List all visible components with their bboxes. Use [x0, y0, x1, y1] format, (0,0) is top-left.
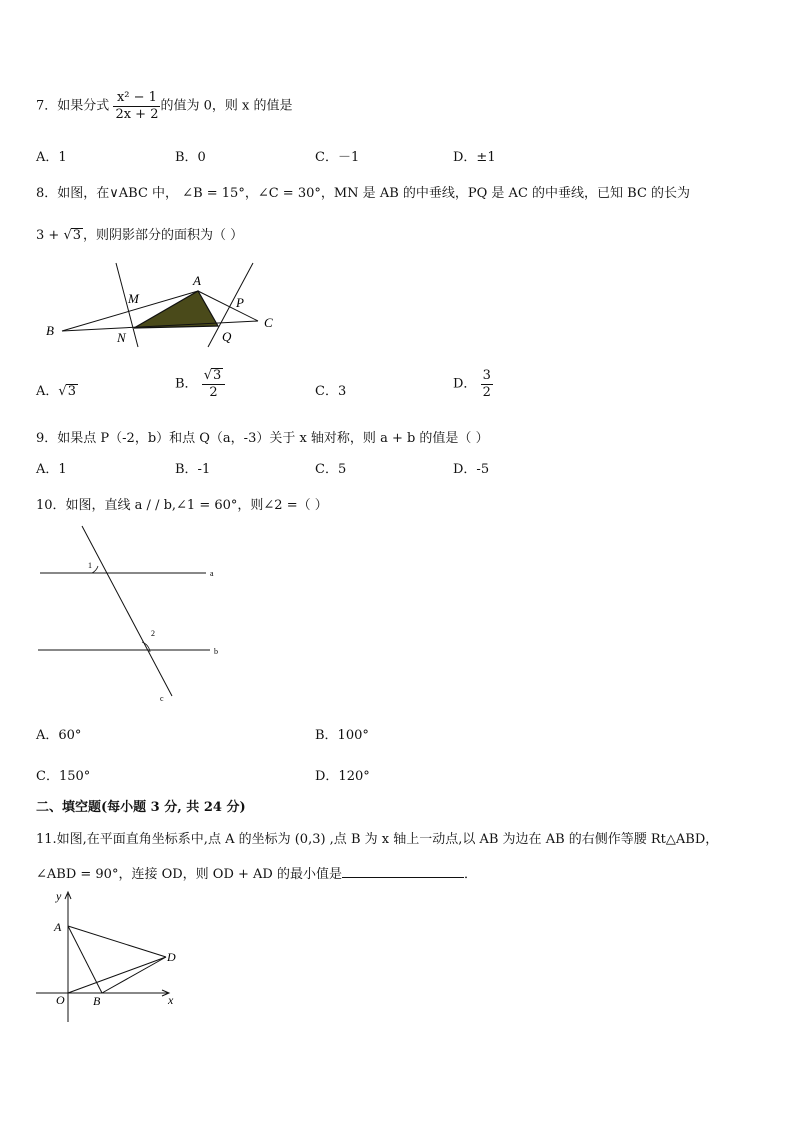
q9-option-d[interactable]: D．-5: [453, 462, 490, 477]
q11-segment-od: [68, 957, 166, 993]
q8-option-a[interactable]: A．√3: [36, 384, 76, 399]
q9-stem: 9．如果点 P（-2，b）和点 Q（a，-3）关于 x 轴对称，则 a + b 的值是（ ）: [36, 431, 489, 446]
q7-denominator: 2x + 2: [115, 107, 159, 122]
q8-option-b-fraction: $\frac{√3}{2}$: [202, 368, 226, 401]
q11-line2-post: ．: [463, 867, 477, 882]
q8-bc-root: 3: [72, 228, 82, 243]
q10-label-angle2: 2: [151, 629, 155, 638]
q8-option-d[interactable]: D． $\frac{3}{2}$: [453, 368, 491, 400]
q7-stem: [36, 90, 292, 123]
q8-figure: [40, 255, 290, 355]
q11-line2-pre: ∠ABD = 90°，连接 OD，则 OD + AD 的最小值是: [36, 867, 342, 882]
q10-option-c[interactable]: C．150°: [36, 769, 91, 784]
q11-segment-ad: [68, 926, 166, 957]
q11-answer-blank[interactable]: [342, 865, 464, 878]
q8-stem-line2: 3 + √3 ，则阴影部分的面积为（ ）: [36, 228, 244, 243]
q7-option-d[interactable]: D．±1: [453, 150, 496, 165]
q11-label-d: D: [167, 950, 176, 964]
q8-option-b[interactable]: B． $\frac{√3}{2}$: [175, 368, 225, 401]
q8-option-a-root: 3: [67, 384, 76, 399]
q9-option-b[interactable]: B．-1: [175, 462, 211, 477]
q10-angle1-arc: [92, 566, 98, 573]
q10-transversal-c: [82, 526, 172, 696]
q7-option-a[interactable]: A．1: [36, 150, 67, 165]
q8-shaded-triangle: [134, 291, 218, 328]
q11-label-y: y: [56, 889, 62, 903]
q11-stem-line2: [36, 863, 477, 882]
q10-option-d[interactable]: D．120°: [315, 769, 370, 784]
q7-numerator: x² − 1: [113, 90, 160, 107]
q11-segment-ab: [68, 926, 102, 993]
q8-label-q: Q: [222, 329, 232, 344]
q11-label-b: B: [93, 994, 101, 1008]
q8-label-a: A: [193, 273, 201, 288]
q10-stem: 10．如图，直线 a / / b,∠1 = 60°，则∠2 =（ ）: [36, 498, 328, 513]
q11-segment-bd: [102, 957, 166, 993]
q10-option-a[interactable]: A．60°: [36, 728, 82, 743]
q9-option-c[interactable]: C．5: [315, 462, 347, 477]
q8-option-c[interactable]: C．3: [315, 384, 347, 399]
q10-label-a: a: [210, 569, 214, 578]
q8-stem-line1: 8．如图，在∨ABC 中， ∠B = 15°，∠C = 30°，MN 是 AB 的中垂线，PQ 是 AC 的中垂线，已知 BC 的长为: [36, 186, 691, 201]
q7-option-c[interactable]: C．－1: [315, 150, 360, 165]
q10-label-angle1: 1: [88, 561, 92, 570]
q7-pre: 如果分式: [57, 98, 110, 114]
q10-figure: [36, 522, 236, 708]
q11-stem-line1: 11.如图,在平面直角坐标系中,点 A 的坐标为 (0,3) ,点 B 为 x 轴上一动点,以 AB 为边在 AB 的右侧作等腰 Rt△ABD，: [36, 832, 719, 847]
q7-number: 7．: [36, 98, 58, 114]
q8-label-m: M: [128, 291, 139, 306]
q10-label-b: b: [214, 647, 218, 656]
q7-post: 的值为 0，则 x 的值是: [160, 98, 293, 114]
q8-label-n: N: [117, 330, 126, 345]
section2-title: 二、填空题(每小题 3 分, 共 24 分): [36, 800, 246, 815]
q11-label-x: x: [168, 993, 174, 1007]
q11-label-o: O: [56, 993, 65, 1007]
q8-label-c: C: [264, 315, 273, 330]
q8-bc-prefix: 3 +: [36, 228, 64, 243]
q10-label-c: c: [160, 694, 164, 703]
q8-option-d-fraction: $\frac{3}{2}$: [482, 368, 491, 400]
q11-figure: [36, 888, 196, 1026]
q8-label-p: P: [236, 295, 244, 310]
q9-option-a[interactable]: A．1: [36, 462, 67, 477]
q8-label-b: B: [46, 323, 54, 338]
q8-line2-suffix: ，则阴影部分的面积为（ ）: [83, 228, 244, 243]
q7-option-b[interactable]: B．0: [175, 150, 206, 165]
q7-fraction: [113, 90, 160, 123]
q10-option-b[interactable]: B．100°: [315, 728, 369, 743]
q11-label-a: A: [54, 920, 62, 934]
